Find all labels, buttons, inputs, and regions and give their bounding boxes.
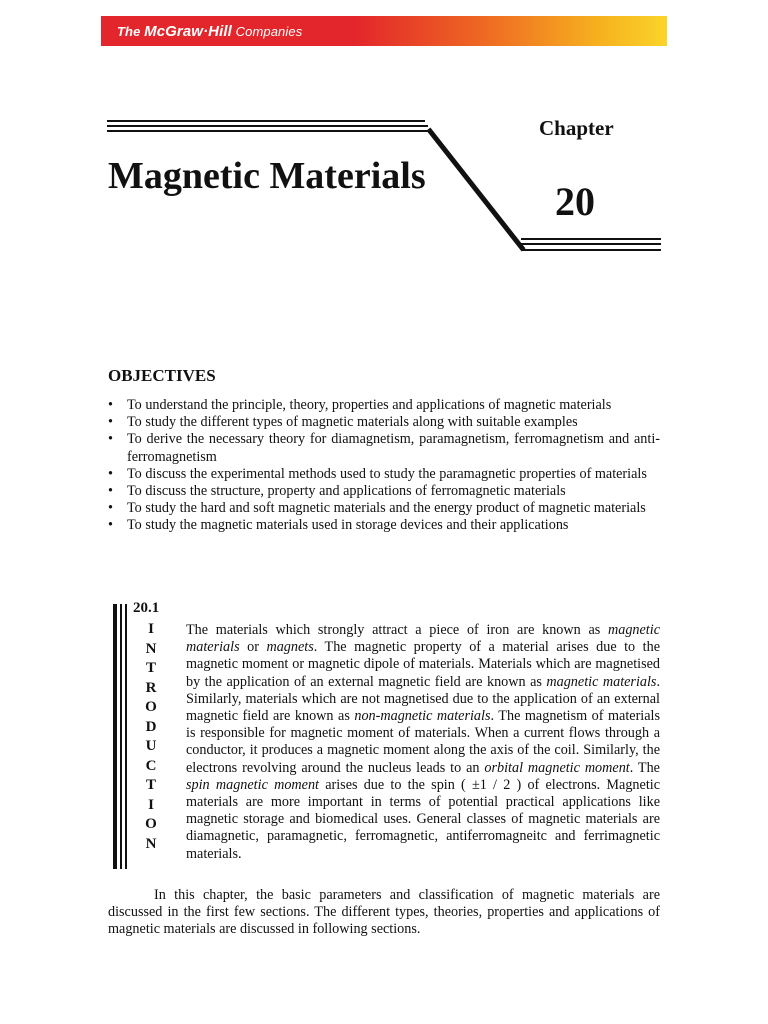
chapter-label: Chapter — [539, 116, 614, 140]
chapter-title: Magnetic Materials — [108, 155, 426, 197]
objective-item: • To understand the principle, theory, properties and applications of magnetic materials — [108, 397, 660, 414]
intro-term: magnetic materials — [186, 622, 660, 656]
section-title-letter: I — [148, 796, 154, 813]
intro-text: . The — [629, 759, 660, 776]
section-title-letter: O — [145, 816, 157, 832]
objective-item: • To study the magnetic materials used in storage devices and their applications — [108, 517, 660, 534]
section-bar — [125, 604, 127, 869]
logo-suffix: Companies — [231, 24, 303, 39]
intro-term: magnets — [266, 639, 314, 656]
section-title-letter: U — [145, 738, 157, 754]
section-title-letter: C — [145, 757, 157, 774]
intro-term: spin magnetic moment — [186, 776, 319, 793]
section-number: 20.1 — [133, 600, 160, 616]
section-vertical-title — [140, 620, 162, 854]
logo-prefix: The — [117, 24, 145, 39]
section-title-letter: T — [145, 660, 156, 676]
intro-term: magnetic materials — [546, 673, 657, 690]
intro-text: The materials which strongly attract a piece of iron are known as — [186, 622, 608, 638]
objective-item: • To discuss the experimental methods used to study the paramagnetic properties of materials — [108, 466, 660, 483]
section-bar — [113, 604, 117, 869]
section-title-letter: T — [145, 777, 156, 793]
section-title-letter: D — [145, 718, 157, 735]
objectives-list — [108, 397, 660, 535]
objective-item: • To study the hard and soft magnetic materials and the energy product of magnetic materials — [108, 500, 660, 517]
objectives-heading: OBJECTIVES — [108, 366, 216, 385]
intro-text: . The magnetic property of a material arises due to the magnetic moment or magnetic dipole of materials. Materials which are magnetised by the application of an external magnetic field are known as — [186, 639, 660, 690]
intro-text: arises due to the spin ( ±1 / 2 ) of electrons. Magnetic materials are more important in terms of potential practical applications like magnetic storage and biomedical uses. General classes of magnetic materials are diamagnetic, paramagnetic, ferromagnetic, antiferromagneitc and ferrimagnetic materials. — [186, 776, 661, 862]
intro-text: or — [239, 639, 267, 656]
section-bar — [120, 604, 122, 869]
objective-item: • To discuss the structure, property and applications of ferromagnetic materials — [108, 483, 660, 500]
intro-term: orbital magnetic moment — [484, 759, 630, 776]
intro-term: non-magnetic materials — [354, 708, 491, 725]
logo-brand: McGraw·Hill — [144, 23, 232, 40]
section-title-letter: N — [145, 835, 157, 852]
objective-item: • To study the different types of magnetic materials along with suitable examples — [108, 414, 660, 431]
intro-text: . The magnetism of materials is responsible for magnetic moment of materials. When a current flows through a conductor, it produces a magnetic moment along the axis of the coil. Similarly, the electrons revolving around the nucleus leads to an — [186, 708, 661, 776]
section-title-letter: N — [145, 640, 157, 657]
chapter-number: 20 — [555, 179, 595, 224]
section-title-letter: R — [145, 679, 157, 696]
objective-item: • To derive the necessary theory for diamagnetism, paramagnetism, ferromagnetism and anti-ferromagnetism — [108, 431, 660, 465]
chapter-overview-paragraph: In this chapter, the basic parameters and classification of magnetic materials are discussed in the first few sections. The different types, theories, properties and applications of magnetic materials are discussed in following sections. — [108, 887, 660, 938]
intro-paragraph — [186, 622, 660, 863]
intro-text: . Similarly, materials which are not magnetised due to the application of an external magnetic field are known as — [186, 673, 660, 725]
section-title-letter: I — [148, 621, 154, 637]
section-title-letter: O — [145, 699, 157, 715]
